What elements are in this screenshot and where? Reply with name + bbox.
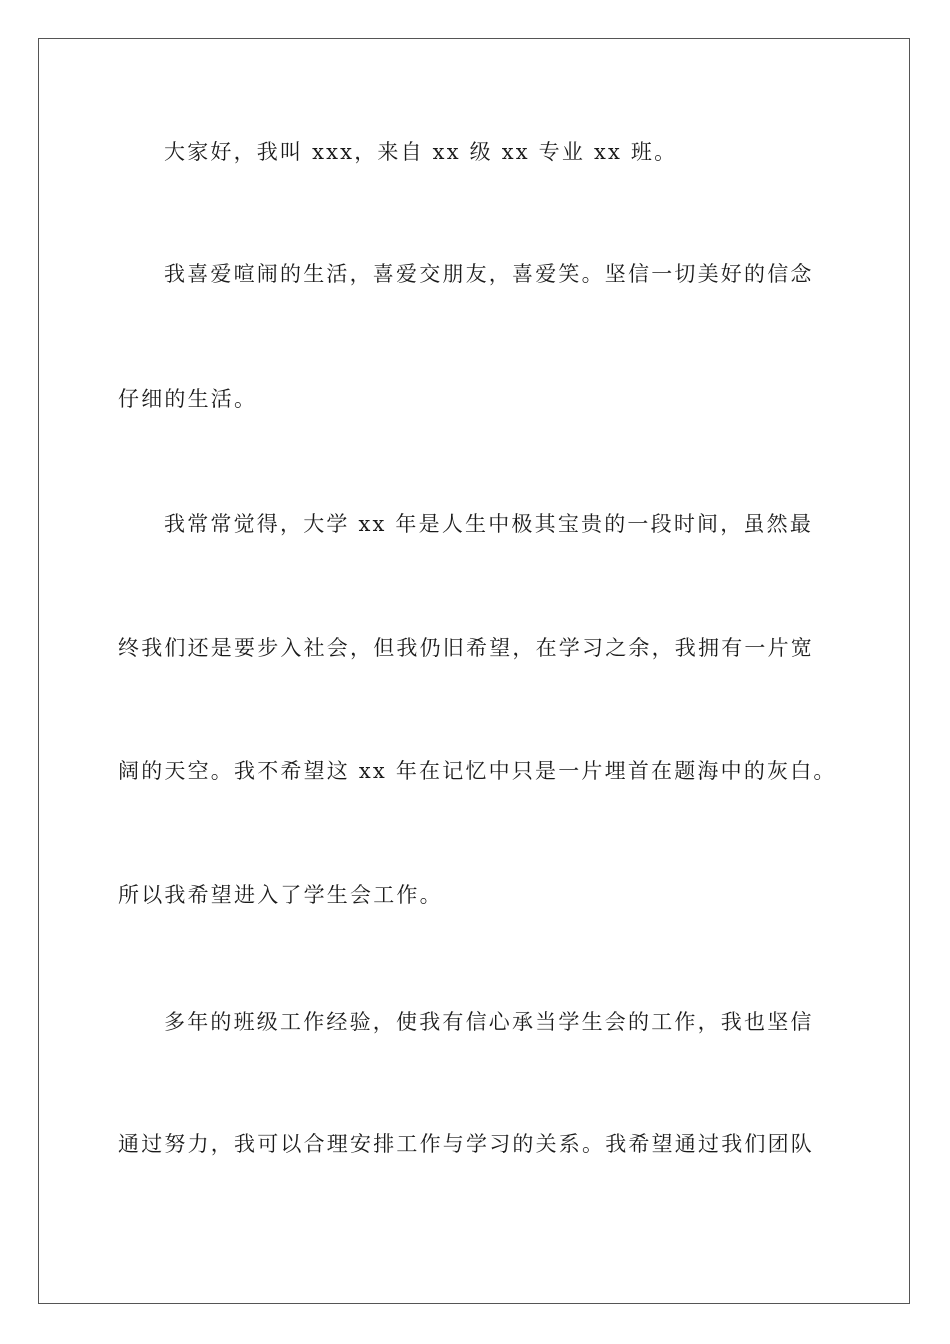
paragraph-3-line-2: 终我们还是要步入社会，但我仍旧希望，在学习之余，我拥有一片宽 xyxy=(118,636,814,660)
page-border xyxy=(38,38,910,1304)
paragraph-2-line-1: 我喜爱喧闹的生活，喜爱交朋友，喜爱笑。坚信一切美好的信念 xyxy=(164,262,814,286)
paragraph-2-line-2: 仔细的生活。 xyxy=(118,387,258,411)
paragraph-3-line-1: 我常常觉得，大学 xx 年是人生中极其宝贵的一段时间，虽然最 xyxy=(164,512,814,536)
paragraph-4-line-1: 多年的班级工作经验，使我有信心承当学生会的工作，我也坚信 xyxy=(164,1010,814,1034)
paragraph-3-line-4: 所以我希望进入了学生会工作。 xyxy=(118,883,443,907)
paragraph-1-line-1: 大家好，我叫 xxx，来自 xx 级 xx 专业 xx 班。 xyxy=(164,140,678,164)
paragraph-4-line-2: 通过努力，我可以合理安排工作与学习的关系。我希望通过我们团队 xyxy=(118,1132,814,1156)
paragraph-3-line-3: 阔的天空。我不希望这 xx 年在记忆中只是一片埋首在题海中的灰白。 xyxy=(118,759,837,783)
